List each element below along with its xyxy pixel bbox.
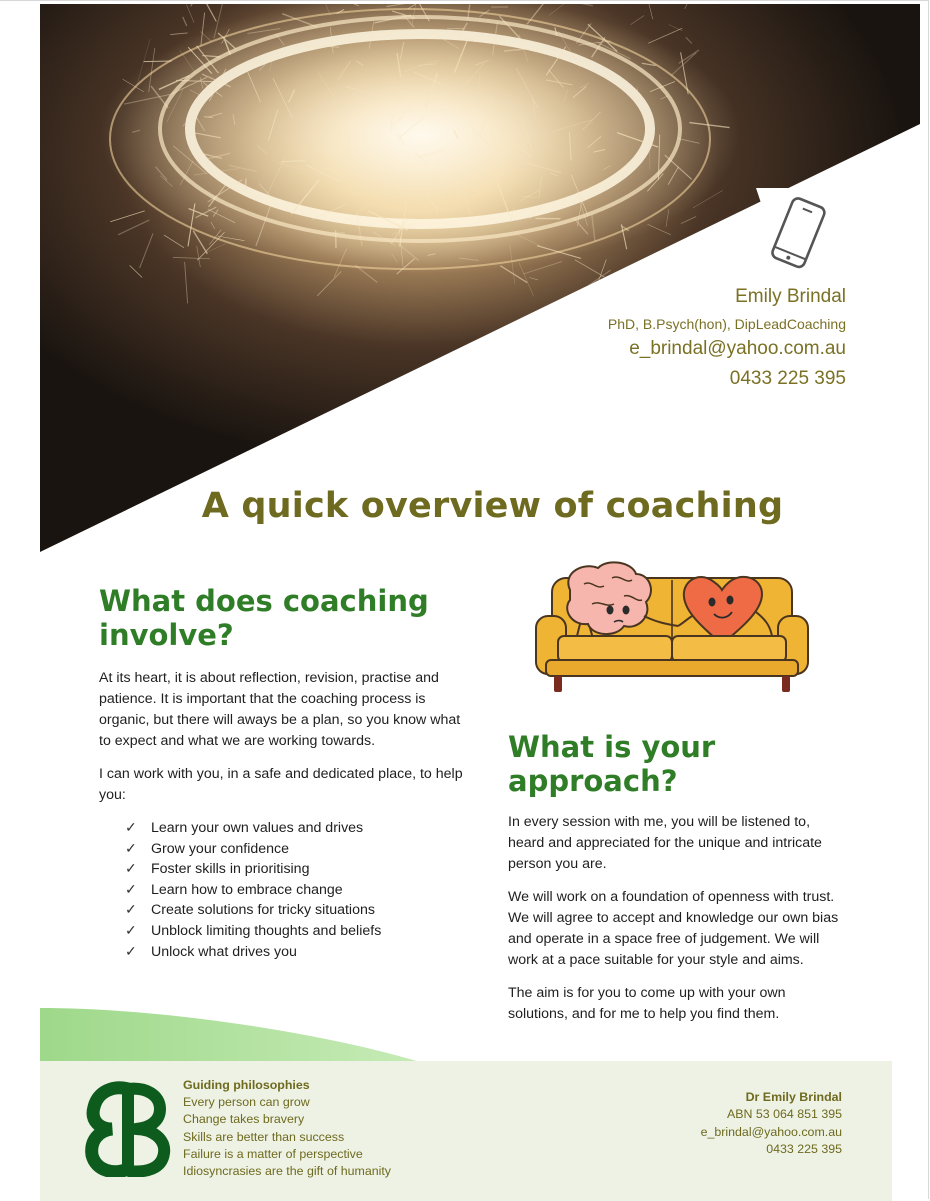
footer-email-link[interactable]: e_brindal@yahoo.com.au bbox=[701, 1124, 842, 1141]
list-item: ✓ Grow your confidence bbox=[125, 839, 464, 860]
list-item: Change takes bravery bbox=[183, 1111, 391, 1128]
list-item: ✓ Unblock limiting thoughts and beliefs bbox=[125, 921, 464, 942]
brain-and-heart-couch-illustration bbox=[532, 560, 812, 698]
spark-filament bbox=[682, 252, 684, 267]
list-item: Every person can grow bbox=[183, 1094, 391, 1111]
spark-filament bbox=[245, 179, 246, 191]
mobile-phone-icon bbox=[752, 188, 832, 284]
spark-filament bbox=[665, 262, 695, 264]
contact-name: Emily Brindal bbox=[608, 286, 846, 308]
spark-filament bbox=[683, 240, 723, 241]
checkmark-icon: ✓ bbox=[125, 880, 151, 901]
benefits-checklist bbox=[125, 818, 464, 962]
guiding-philosophies bbox=[183, 1077, 391, 1180]
involve-paragraph-2: I can work with you, in a safe and dedicated place, to help you: bbox=[99, 764, 464, 806]
list-item: ✓ Foster skills in prioritising bbox=[125, 859, 464, 880]
spark-filament bbox=[144, 61, 172, 62]
list-item: Failure is a matter of perspective bbox=[183, 1146, 391, 1163]
approach-paragraph-3: The aim is for you to come up with your own solutions, and for me to help you find them. bbox=[508, 983, 843, 1025]
footer-name: Dr Emily Brindal bbox=[701, 1089, 842, 1106]
approach-paragraph-1: In every session with me, you will be listened to, heard and appreciated for the unique and intricate person you are. bbox=[508, 812, 843, 875]
contact-block bbox=[608, 286, 846, 390]
involve-heading-line1: What does coaching bbox=[99, 584, 429, 618]
checkmark-icon: ✓ bbox=[125, 839, 151, 860]
checkmark-icon: ✓ bbox=[125, 900, 151, 921]
involve-paragraph-1: At its heart, it is about reflection, revision, practise and patience. It is important that the coaching process is organic, but there will aways be a plan, so you know what to expect and what we are working towards. bbox=[99, 668, 464, 752]
list-item: ✓ Learn how to embrace change bbox=[125, 880, 464, 901]
list-item: Skills are better than success bbox=[183, 1129, 391, 1146]
footer-abn: ABN 53 064 851 395 bbox=[701, 1106, 842, 1123]
approach-heading-line1: What is your bbox=[508, 730, 715, 764]
checkmark-icon: ✓ bbox=[125, 921, 151, 942]
list-item: Idiosyncrasies are the gift of humanity bbox=[183, 1163, 391, 1180]
checkmark-icon: ✓ bbox=[125, 859, 151, 880]
list-item: ✓ Unlock what drives you bbox=[125, 942, 464, 963]
contact-email-link[interactable]: e_brindal@yahoo.com.au bbox=[608, 338, 846, 360]
approach-heading bbox=[508, 730, 843, 798]
contact-phone[interactable]: 0433 225 395 bbox=[608, 368, 846, 390]
page-title: A quick overview of coaching bbox=[0, 486, 930, 526]
contact-credentials: PhD, B.Psych(hon), DipLeadCoaching bbox=[608, 316, 846, 332]
list-item: ✓ Learn your own values and drives bbox=[125, 818, 464, 839]
footer-contact bbox=[701, 1089, 842, 1159]
approach-heading-line2: approach? bbox=[508, 764, 678, 798]
checkmark-icon: ✓ bbox=[125, 942, 151, 963]
eb-logo bbox=[84, 1081, 172, 1177]
footer bbox=[40, 1061, 892, 1201]
approach-section bbox=[508, 730, 843, 1037]
involve-heading-line2: involve? bbox=[99, 618, 234, 652]
footer-phone[interactable]: 0433 225 395 bbox=[701, 1141, 842, 1158]
philosophies-title: Guiding philosophies bbox=[183, 1077, 391, 1094]
checkmark-icon: ✓ bbox=[125, 818, 151, 839]
green-wave-decoration bbox=[40, 1006, 420, 1062]
spark-filament bbox=[652, 275, 664, 284]
involve-heading bbox=[99, 584, 464, 652]
list-item: ✓ Create solutions for tricky situations bbox=[125, 900, 464, 921]
coaching-involve-section bbox=[99, 584, 464, 962]
approach-paragraph-2: We will work on a foundation of openness with trust. We will agree to accept and knowledge our own bias and operate in a space free of judgement. We will work at a pace suitable for your style and aims. bbox=[508, 887, 843, 971]
